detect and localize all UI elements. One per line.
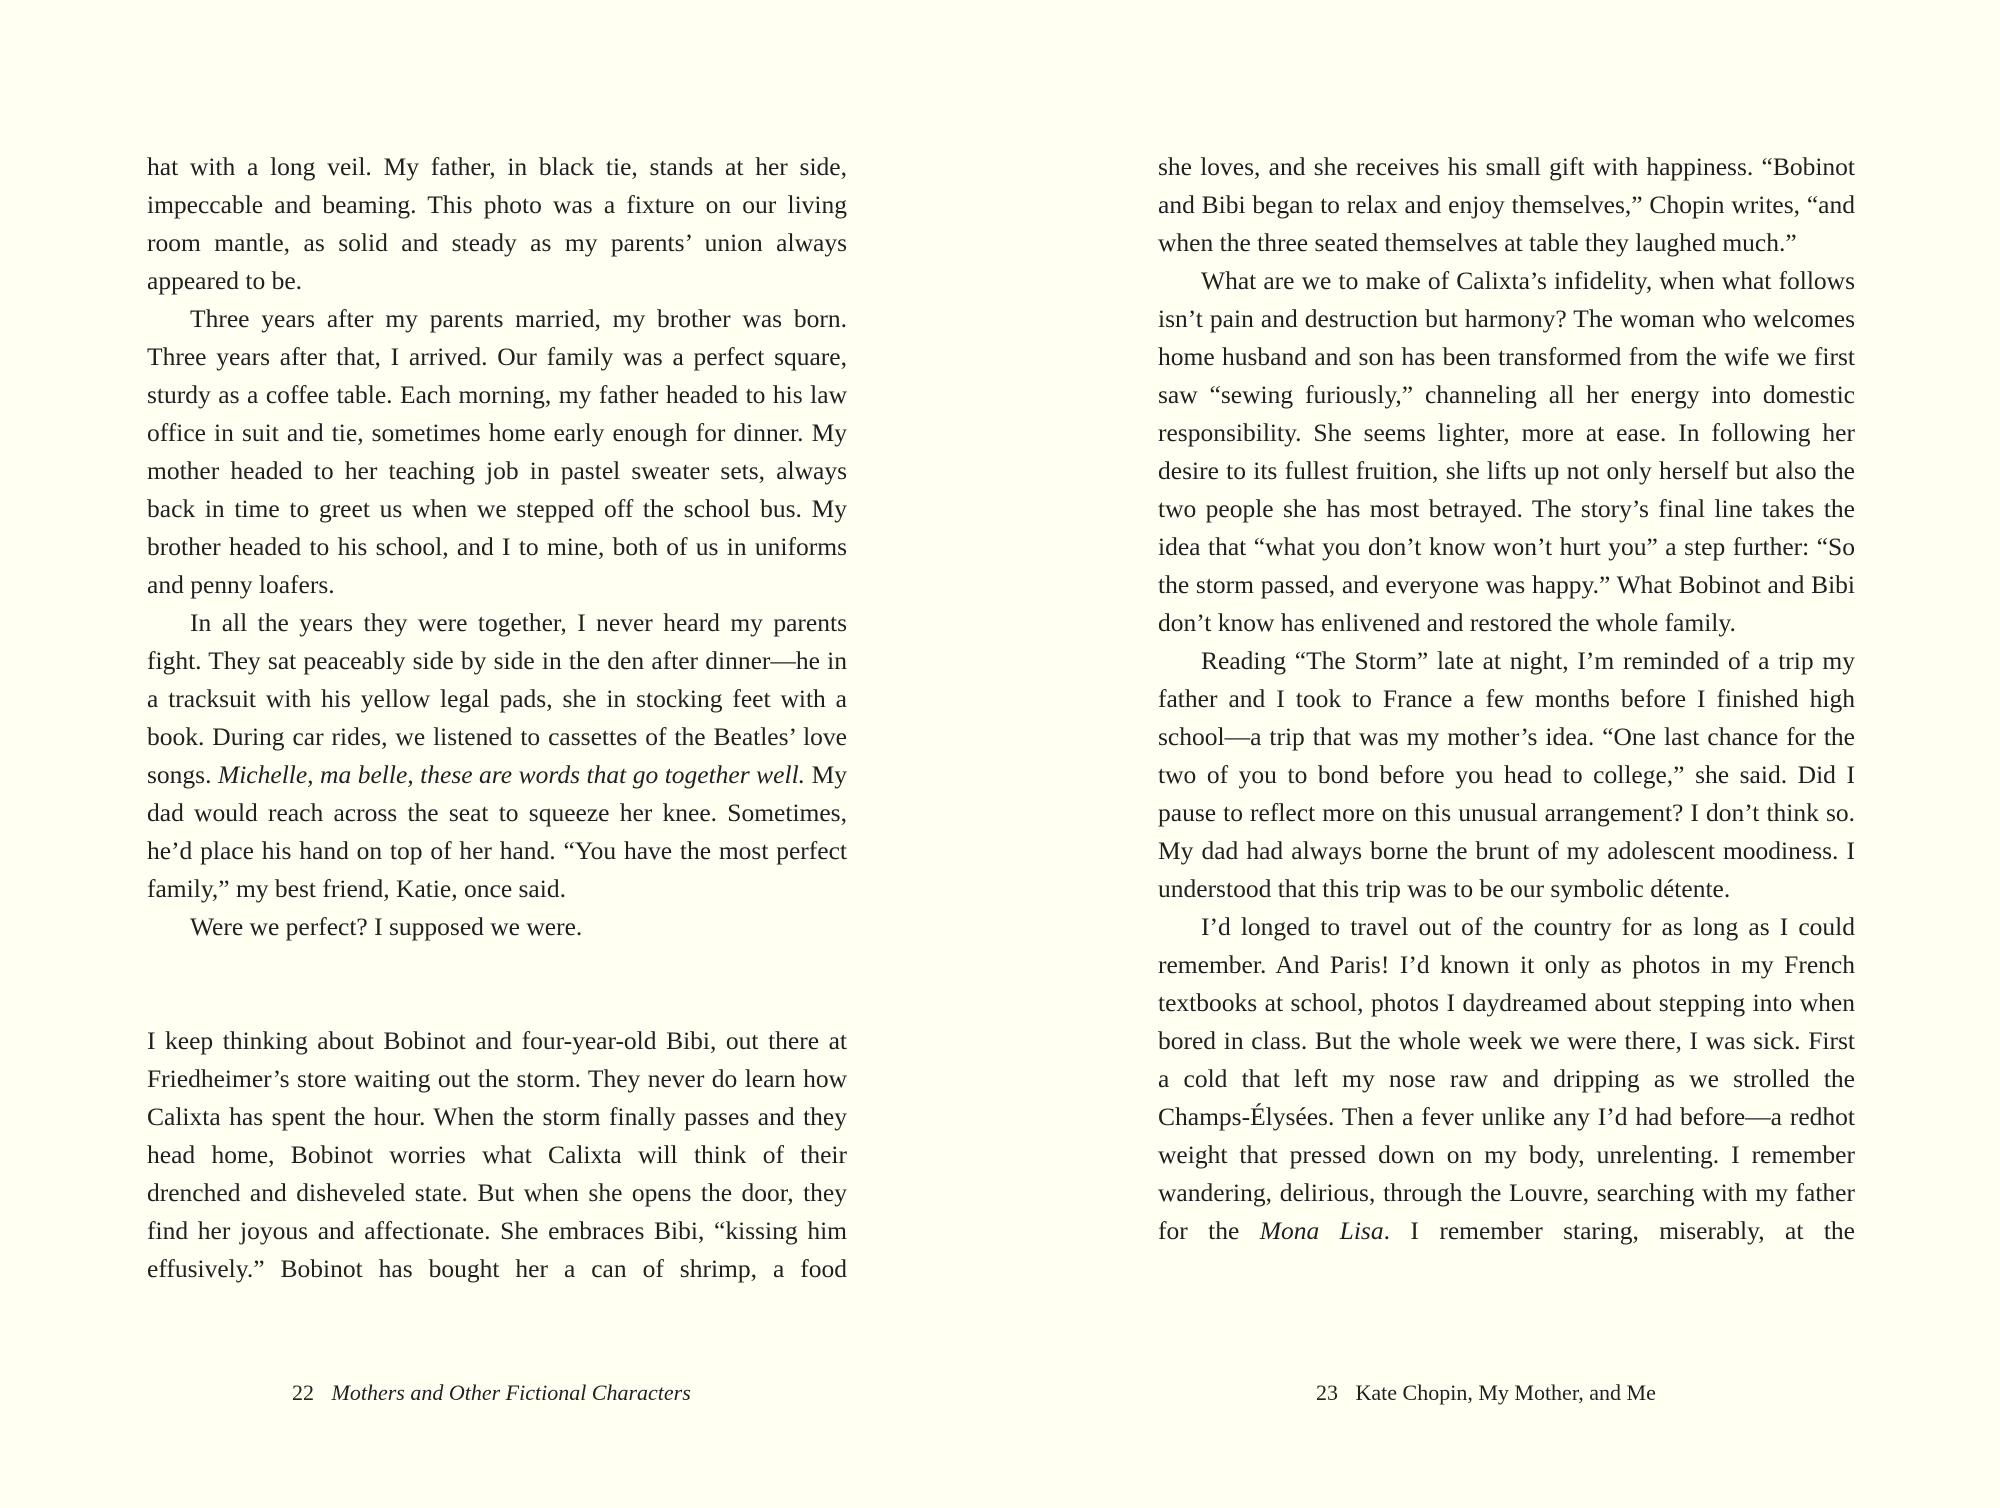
italic-text: Mona Lisa [1259, 1216, 1384, 1245]
left-page-footer [292, 1377, 691, 1409]
right-page [1000, 0, 2000, 1508]
paragraph-section-start [147, 1022, 847, 1288]
right-page-footer [1316, 1377, 1656, 1409]
text-run: My dad would reach across the seat to squeeze her knee. Sometimes, he’d place his hand on top of her hand. “You have the most perfect family,” my best friend, Katie, once said. [147, 760, 847, 903]
left-page-body [147, 148, 847, 1288]
text-run: I’d longed to travel out of the country for as long as I could remember. And Paris! I’d known it only as photos in my French textbooks at school, photos I daydreamed about stepping into when bored in class. But the whole week we were there, I was sick. First a cold that left my nose raw and dripping as we strolled the Champs-Élysées. Then a fever unlike any I’d had before—a redhot weight that pressed down on my body, unrelenting. I remember wandering, delirious, through the Louvre, searching with my father for the [1158, 912, 1855, 1245]
paragraph [147, 908, 847, 946]
paragraph [147, 300, 847, 604]
paragraph [1158, 908, 1855, 1250]
right-page-body [1158, 148, 1855, 1250]
text-run: hat with a long veil. My father, in black tie, stands at her side, impeccable and beaming. This photo was a fixture on our living room mantle, as solid and steady as my parents’ union always appeared to be. [147, 152, 847, 295]
running-title-book: Mothers and Other Fictional Characters [331, 1380, 691, 1405]
text-run: . I remember staring, miserably, at the [1383, 1216, 1855, 1245]
paragraph [1158, 642, 1855, 908]
paragraph [1158, 262, 1855, 642]
running-title-chapter: Kate Chopin, My Mother, and Me [1355, 1380, 1656, 1405]
text-run: Reading “The Storm” late at night, I’m reminded of a trip my father and I took to France a few months before I finished high school—a trip that was my mother’s idea. “One last chance for the two of you to bond before you head to college,” she said. Did I pause to reflect more on this unusual arrangement? I don’t think so. My dad had always borne the brunt of my adolescent moodiness. I understood that this trip was to be our symbolic détente. [1158, 646, 1855, 903]
page-number: 22 [292, 1380, 314, 1405]
italic-text: Michelle, ma belle, these are words that go together well. [217, 760, 806, 789]
text-run: What are we to make of Calixta’s infidelity, when what follows isn’t pain and destruction but harmony? The woman who welcomes home husband and son has been transformed from the wife we first saw “sewing furiously,” channeling all her energy into domestic responsibility. She seems lighter, more at ease. In following her desire to its fullest fruition, she lifts up not only herself but also the two people she has most betrayed. The story’s final line takes the idea that “what you don’t know won’t hurt you” a step further: “So the storm passed, and everyone was happy.” What Bobinot and Bibi don’t know has enlivened and restored the whole family. [1158, 266, 1855, 637]
paragraph [147, 148, 847, 300]
text-run: I keep thinking about Bobinot and four-year-old Bibi, out there at Friedheimer’s store waiting out the storm. They never do learn how Calixta has spent the hour. When the storm finally passes and they head home, Bobinot worries what Calixta will think of their drenched and disheveled state. But when she opens the door, they find her joyous and affectionate. She embraces Bibi, “kissing him effusively.” Bobinot has bought her a can of shrimp, a food [147, 1026, 847, 1283]
text-run: In all the years they were together, I never heard my parents fight. They sat peaceably side by side in the den after dinner—he in a tracksuit with his yellow legal pads, she in stocking feet with a book. During car rides, we listened to cassettes of the Beatles’ love songs. [147, 608, 847, 789]
text-run: she loves, and she receives his small gift with happiness. “Bobinot and Bibi began to relax and enjoy themselves,” Chopin writes, “and when the three seated themselves at table they laughed much.” [1158, 152, 1855, 257]
paragraph [1158, 148, 1855, 262]
page-number: 23 [1316, 1380, 1338, 1405]
text-run: Were we perfect? I supposed we were. [190, 912, 583, 941]
text-run: Three years after my parents married, my brother was born. Three years after that, I arrived. Our family was a perfect square, sturdy as a coffee table. Each morning, my father headed to his law office in suit and tie, sometimes home early enough for dinner. My mother headed to her teaching job in pastel sweater sets, always back in time to greet us when we stepped off the school bus. My brother headed to his school, and I to mine, both of us in uniforms and penny loafers. [147, 304, 847, 599]
paragraph [147, 604, 847, 908]
